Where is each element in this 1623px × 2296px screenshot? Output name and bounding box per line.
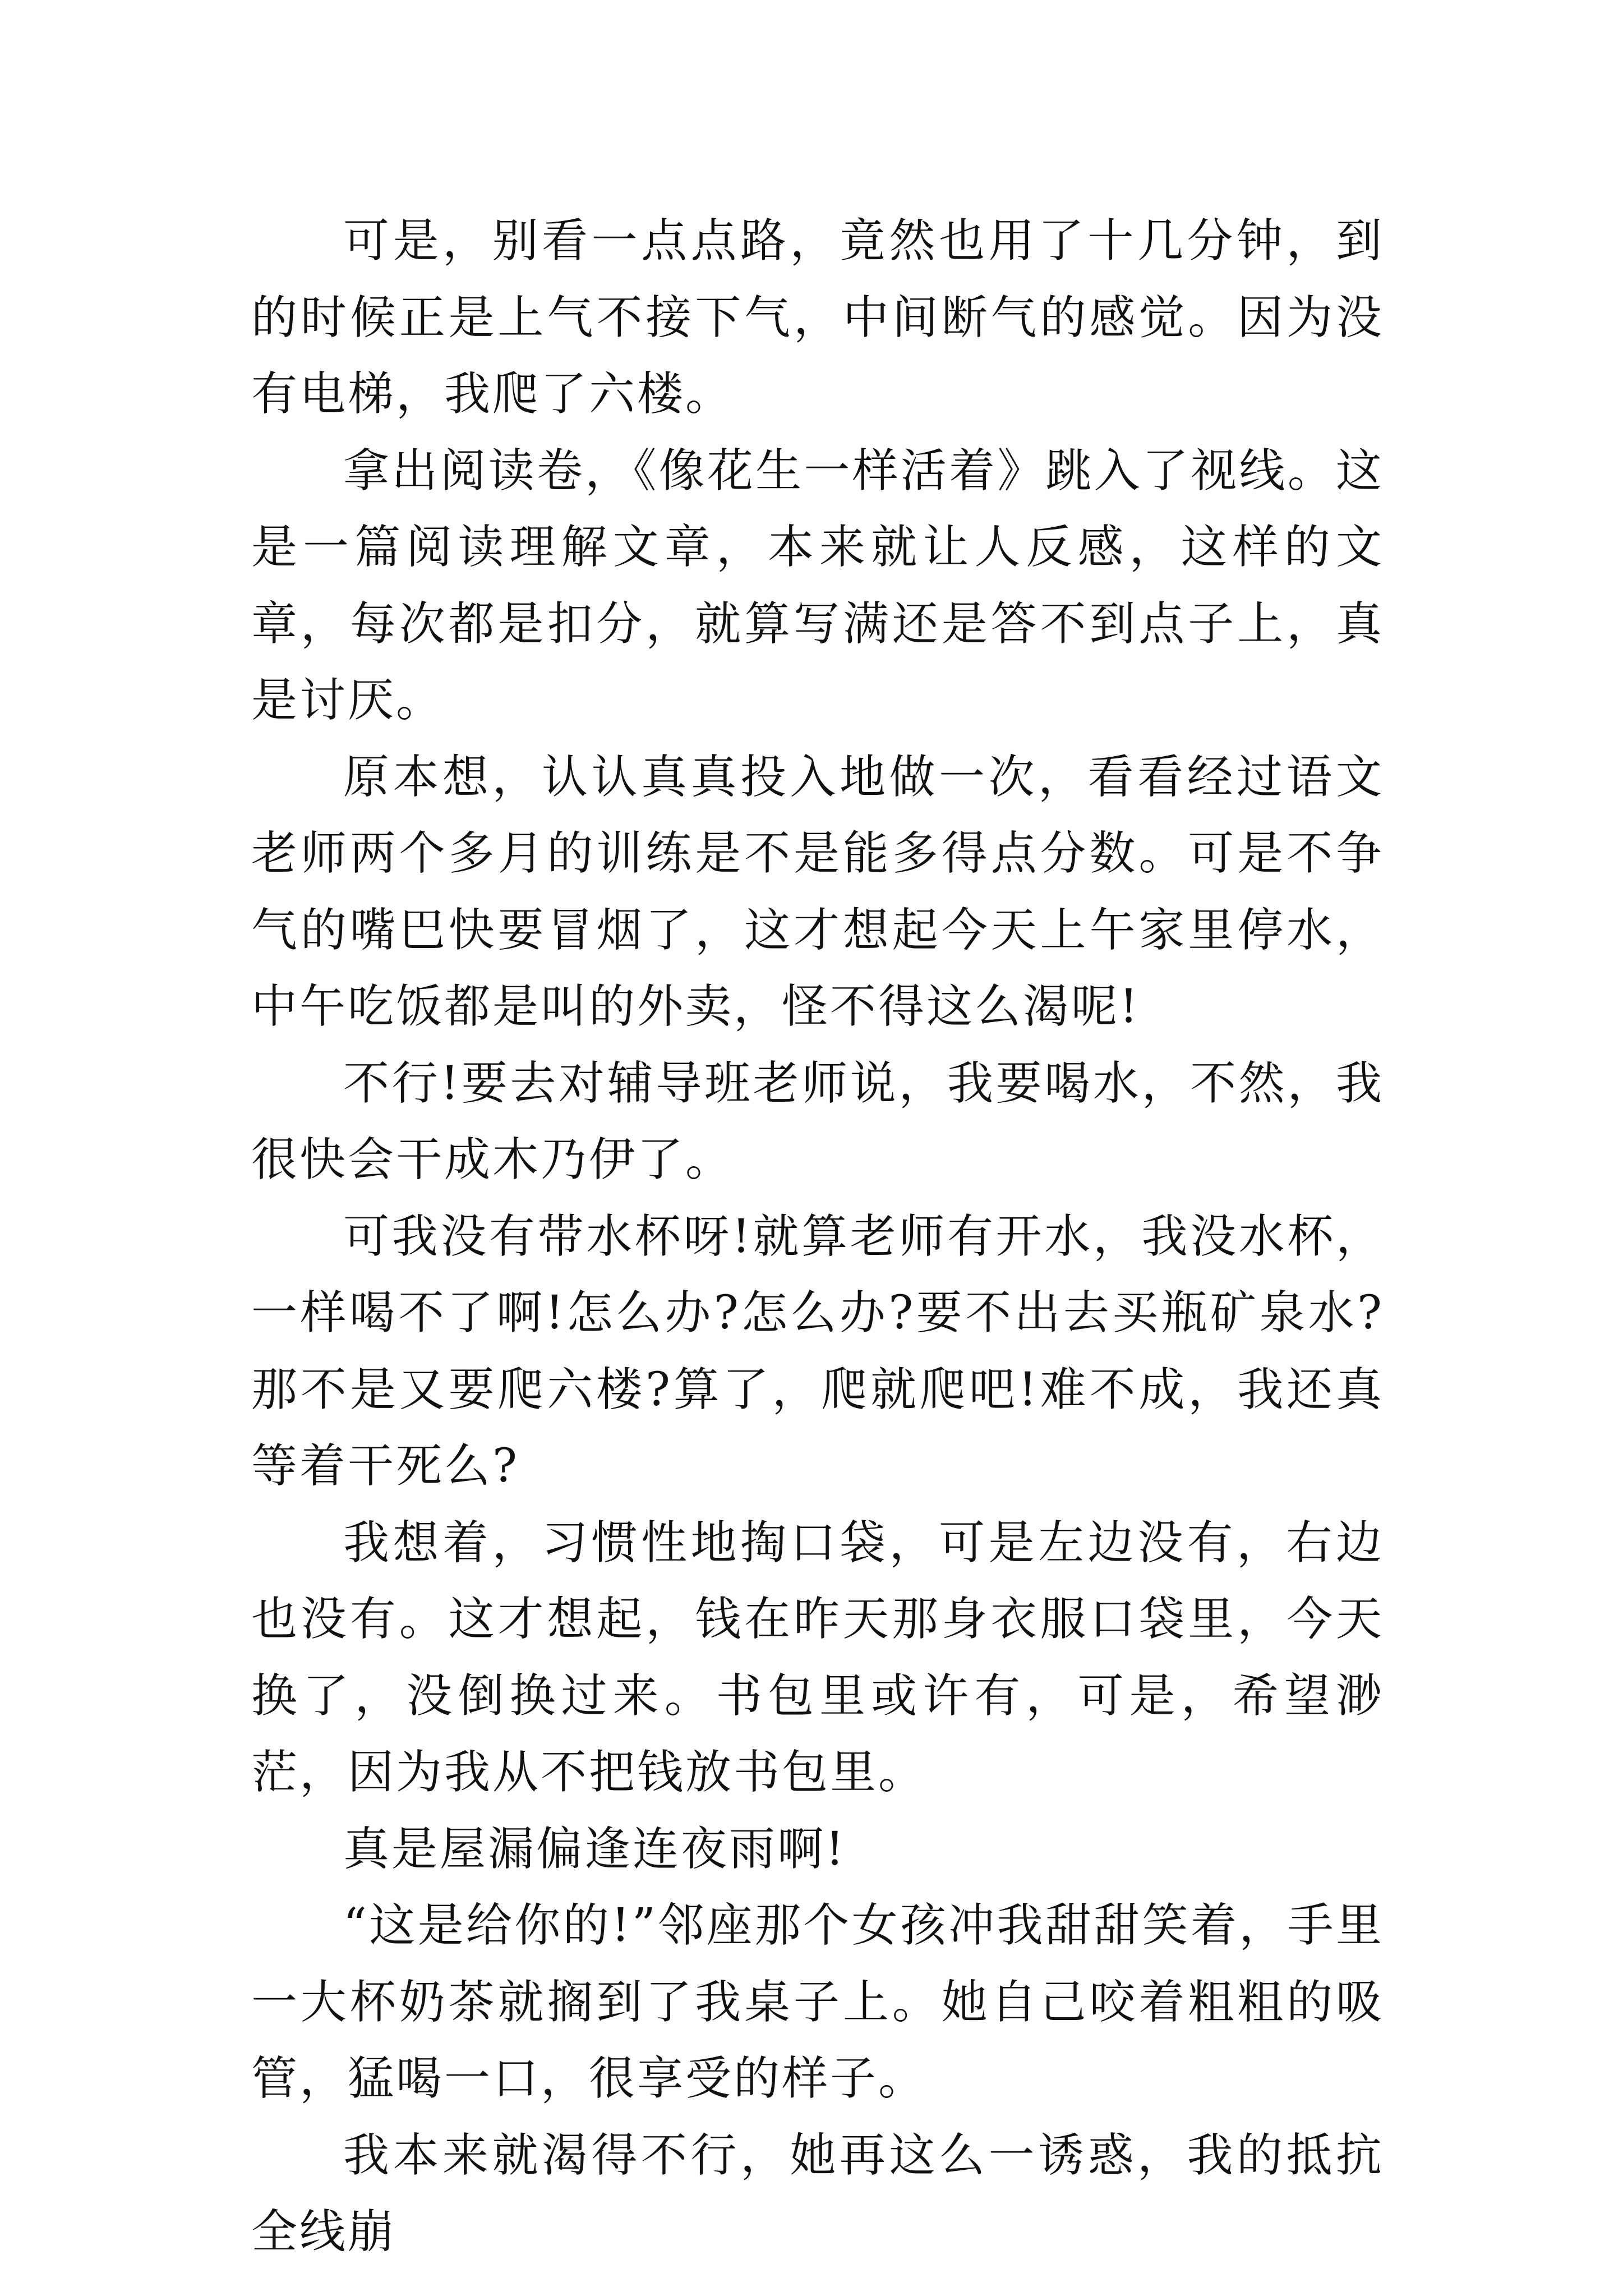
paragraph: 可是，别看一点点路，竟然也用了十几分钟，到的时候正是上气不接下气，中间断气的感觉。因为没有电梯，我爬了六楼。 — [251, 214, 1384, 421]
paragraph: 拿出阅读卷，《像花生一样活着》跳入了视线。这是一篇阅读理解文章，本来就让人反感，这样的文章，每次都是扣分，就算写满还是答不到点子上，真是讨厌。 — [251, 444, 1384, 727]
paragraph: 我本来就渴得不行，她再这么一诱惑，我的抵抗全线崩 — [251, 2128, 1384, 2258]
paragraph: 可我没有带水杯呀!就算老师有开水，我没水杯，一样喝不了啊!怎么办?怎么办?要不出去买瓶矿泉水?那不是又要爬六楼?算了，爬就爬吧!难不成，我还真等着干死么? — [251, 1209, 1384, 1493]
paragraph: “这是给你的!”邻座那个女孩冲我甜甜笑着，手里一大杯奶茶就搁到了我桌子上。她自己咬着粗粗的吸管，猛喝一口，很享受的样子。 — [251, 1899, 1384, 2105]
paragraph: 不行!要去对辅导班老师说，我要喝水，不然，我很快会干成木乃伊了。 — [251, 1056, 1384, 1186]
article-body — [251, 203, 1384, 2271]
paragraph: 我想着，习惯性地掏口袋，可是左边没有，右边也没有。这才想起，钱在昨天那身衣服口袋里，今天换了，没倒换过来。书包里或许有，可是，希望渺茫，因为我从不把钱放书包里。 — [251, 1516, 1384, 1799]
paragraph: 原本想，认认真真投入地做一次，看看经过语文老师两个多月的训练是不是能多得点分数。可是不争气的嘴巴快要冒烟了，这才想起今天上午家里停水，中午吃饭都是叫的外卖，怪不得这么渴呢! — [251, 750, 1384, 1033]
paragraph: 真是屋漏偏逢连夜雨啊! — [343, 1822, 846, 1876]
